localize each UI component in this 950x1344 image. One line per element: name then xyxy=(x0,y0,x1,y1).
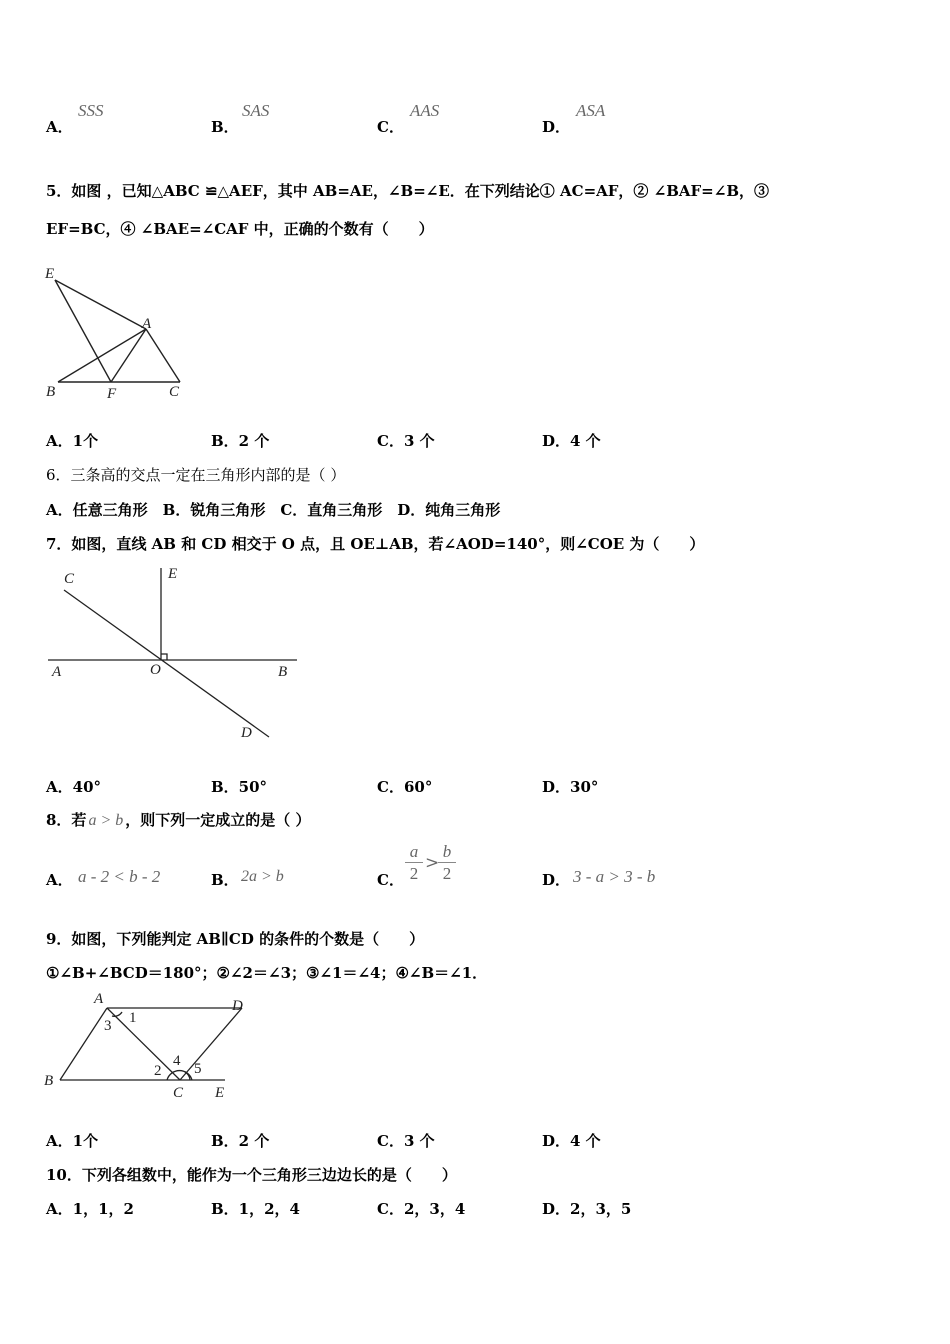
q8-option-c-fraction-left xyxy=(405,842,423,885)
q7-option-a: A．40° xyxy=(46,778,102,796)
q8-option-c-num2: b xyxy=(438,842,456,863)
q5-option-c: C．3 个 xyxy=(377,432,435,450)
q8-option-c-fraction-right xyxy=(438,842,456,885)
q8-stem-suffix: ，则下列一定成立的是（ ） xyxy=(125,811,311,829)
q9-stem: 9．如图，下列能判定 AB∥CD 的条件的个数是（ ） xyxy=(46,930,425,948)
q8-option-a-math: a - 2 < b - 2 xyxy=(78,867,161,886)
q4-option-d-value: ASA xyxy=(576,101,606,120)
q4-option-a-value: SSS xyxy=(78,101,104,120)
q8-option-c-den1: 2 xyxy=(409,864,419,883)
q5-stem-line1: 5．如图 ，已知△ABC ≌△AEF，其中 AB=AE，∠B=∠E．在下列结论① AC=AF，② ∠BAF=∠B，③ xyxy=(46,182,769,200)
q9-option-b: B．2 个 xyxy=(211,1132,270,1150)
q5-stem-line2: EF=BC，④ ∠BAE=∠CAF 中，正确的个数有（ ） xyxy=(46,220,434,238)
q9-label-5: 5 xyxy=(194,1061,202,1077)
q10-stem: 10．下列各组数中，能作为一个三角形三边边长的是（ ） xyxy=(46,1166,457,1184)
q8-option-d-math: 3 - a > 3 - b xyxy=(573,867,656,886)
q5-option-b: B．2 个 xyxy=(211,432,270,450)
q10-option-b: B．1，2，4 xyxy=(211,1200,300,1218)
q5-label-c: C xyxy=(169,384,180,400)
q9-label-4: 4 xyxy=(173,1053,181,1069)
q10-option-a: A．1，1，2 xyxy=(46,1200,134,1218)
q9-label-2: 2 xyxy=(154,1063,162,1079)
q5-figure xyxy=(40,262,190,404)
q7-label-b: B xyxy=(278,664,288,680)
q8-option-c-num1: a xyxy=(405,842,423,863)
q7-label-d: D xyxy=(241,725,252,741)
q8-stem xyxy=(46,809,310,830)
q9-conditions: ①∠B+∠BCD＝180°；②∠2＝∠3；③∠1＝∠4；④∠B＝∠1． xyxy=(46,964,488,982)
q7-option-b: B．50° xyxy=(211,778,268,796)
q4-option-d-letter: D． xyxy=(542,118,571,136)
q4-option-b-letter: B． xyxy=(211,118,239,136)
q8-stem-prefix: 8．若 xyxy=(46,811,87,829)
q9-label-d: D xyxy=(232,998,243,1014)
q8-option-d-letter: D． xyxy=(542,871,571,889)
q9-label-a: A xyxy=(94,991,104,1007)
q9-figure xyxy=(40,988,255,1103)
q5-label-a: A xyxy=(142,316,152,332)
q4-option-b-value: SAS xyxy=(242,101,270,120)
q9-option-a: A．1个 xyxy=(46,1132,99,1150)
q8-option-c-letter: C． xyxy=(377,871,404,889)
q7-option-d: D．30° xyxy=(542,778,599,796)
q8-option-b-letter: B． xyxy=(211,871,239,889)
q8-option-c-op: > xyxy=(425,853,440,873)
q6-stem: 6．三条高的交点一定在三角形内部的是（ ） xyxy=(46,466,346,484)
q5-option-a: A．1个 xyxy=(46,432,99,450)
q4-option-c-value: AAS xyxy=(410,101,440,120)
q7-stem: 7．如图，直线 AB 和 CD 相交于 O 点，且 OE⊥AB，若∠AOD=140°，则∠COE 为（ ） xyxy=(46,535,705,553)
q8-option-c-den2: 2 xyxy=(442,864,452,883)
q4-option-c-letter: C． xyxy=(377,118,404,136)
q9-option-c: C．3 个 xyxy=(377,1132,435,1150)
q9-label-c: C xyxy=(173,1085,184,1101)
q9-label-b: B xyxy=(44,1073,54,1089)
q7-label-e: E xyxy=(168,566,178,582)
q9-label-1: 1 xyxy=(129,1010,137,1026)
q7-option-c: C．60° xyxy=(377,778,433,796)
q10-option-d: D．2，3，5 xyxy=(542,1200,632,1218)
q9-label-3: 3 xyxy=(104,1018,112,1034)
q7-label-o: O xyxy=(150,662,161,678)
q5-label-e: E xyxy=(45,266,55,282)
q4-option-a-letter: A． xyxy=(46,118,73,136)
q10-option-c: C．2，3，4 xyxy=(377,1200,466,1218)
q8-option-b-math: 2a > b xyxy=(241,868,284,885)
q5-label-b: B xyxy=(46,384,56,400)
q9-option-d: D．4 个 xyxy=(542,1132,601,1150)
q8-stem-math: a > b xyxy=(88,812,124,829)
q5-option-d: D．4 个 xyxy=(542,432,601,450)
q8-option-a-letter: A． xyxy=(46,871,73,889)
q7-figure xyxy=(40,562,305,747)
q6-options: A．任意三角形 B．锐角三角形 C．直角三角形 D．纯角三角形 xyxy=(46,501,501,519)
q9-label-e: E xyxy=(215,1085,225,1101)
q7-label-a: A xyxy=(52,664,62,680)
q5-label-f: F xyxy=(107,386,117,402)
q7-label-c: C xyxy=(64,571,75,587)
